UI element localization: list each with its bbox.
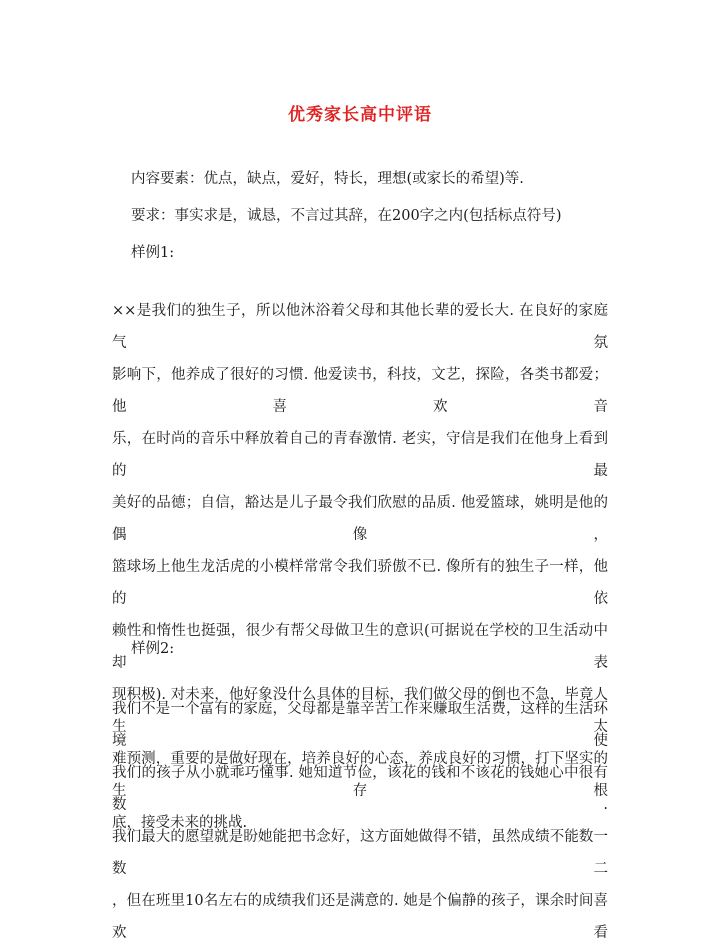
paragraph-line: 我们不是一个富有的家庭，父母都是靠辛苦工作来赚取生活费，这样的生活环境使 — [112, 701, 608, 749]
paragraph-line: ，但在班里10名左右的成绩我们还是满意的. 她是个偏静的孩子，课余时间喜欢看 — [112, 893, 608, 941]
content-elements-line: 内容要素：优点，缺点，爱好，特长，理想(或家长的希望)等. — [131, 171, 524, 187]
paragraph-line: 我们的孩子从小就乖巧懂事. 她知道节俭，该花的钱和不该花的钱她心中很有数. — [112, 765, 608, 813]
paragraph-line: 影响下，他养成了很好的习惯. 他爱读书，科技，文艺，探险，各类书都爱；他喜欢音 — [112, 367, 608, 415]
paragraph-line: 我们最大的愿望就是盼她能把书念好，这方面她做得不错，虽然成绩不能数一数二 — [112, 829, 608, 877]
paragraph-line: 难预测，重要的是做好现在，培养良好的心态，养成良好的习惯，打下坚实的生存根 — [112, 751, 608, 799]
paragraph-line: 赖性和惰性也挺强，很少有帮父母做卫生的意识(可据说在学校的卫生活动中却表 — [112, 623, 608, 671]
paragraph-line: 乐，在时尚的音乐中释放着自己的青春激情. 老实，守信是我们在他身上看到的最 — [112, 431, 608, 479]
page-title: 优秀家长高中评语 — [288, 105, 432, 125]
paragraph-line: 底，接受未来的挑战. — [112, 815, 248, 831]
requirements-line: 要求：事实求是，诚恳，不言过其辞，在200字之内(包括标点符号) — [131, 208, 562, 224]
sample2-label: 样例2: — [131, 641, 175, 657]
paragraph-line: ××是我们的独生子，所以他沐浴着父母和其他长辈的爱长大. 在良好的家庭气氛 — [112, 303, 608, 351]
sample2-paragraph — [112, 693, 608, 949]
paragraph-line: 美好的品德；自信，豁达是儿子最令我们欣慰的品质. 他爱篮球，姚明是他的偶像， — [112, 495, 608, 543]
paragraph-line: 篮球场上他生龙活虎的小模样常常令我们骄傲不已. 像所有的独生子一样，他的依 — [112, 559, 608, 607]
sample1-label: 样例1: — [131, 245, 175, 261]
paragraph-line: 现积极). 对未来，他好象没什么具体的目标，我们做父母的倒也不急，毕竟人生太 — [112, 687, 608, 735]
